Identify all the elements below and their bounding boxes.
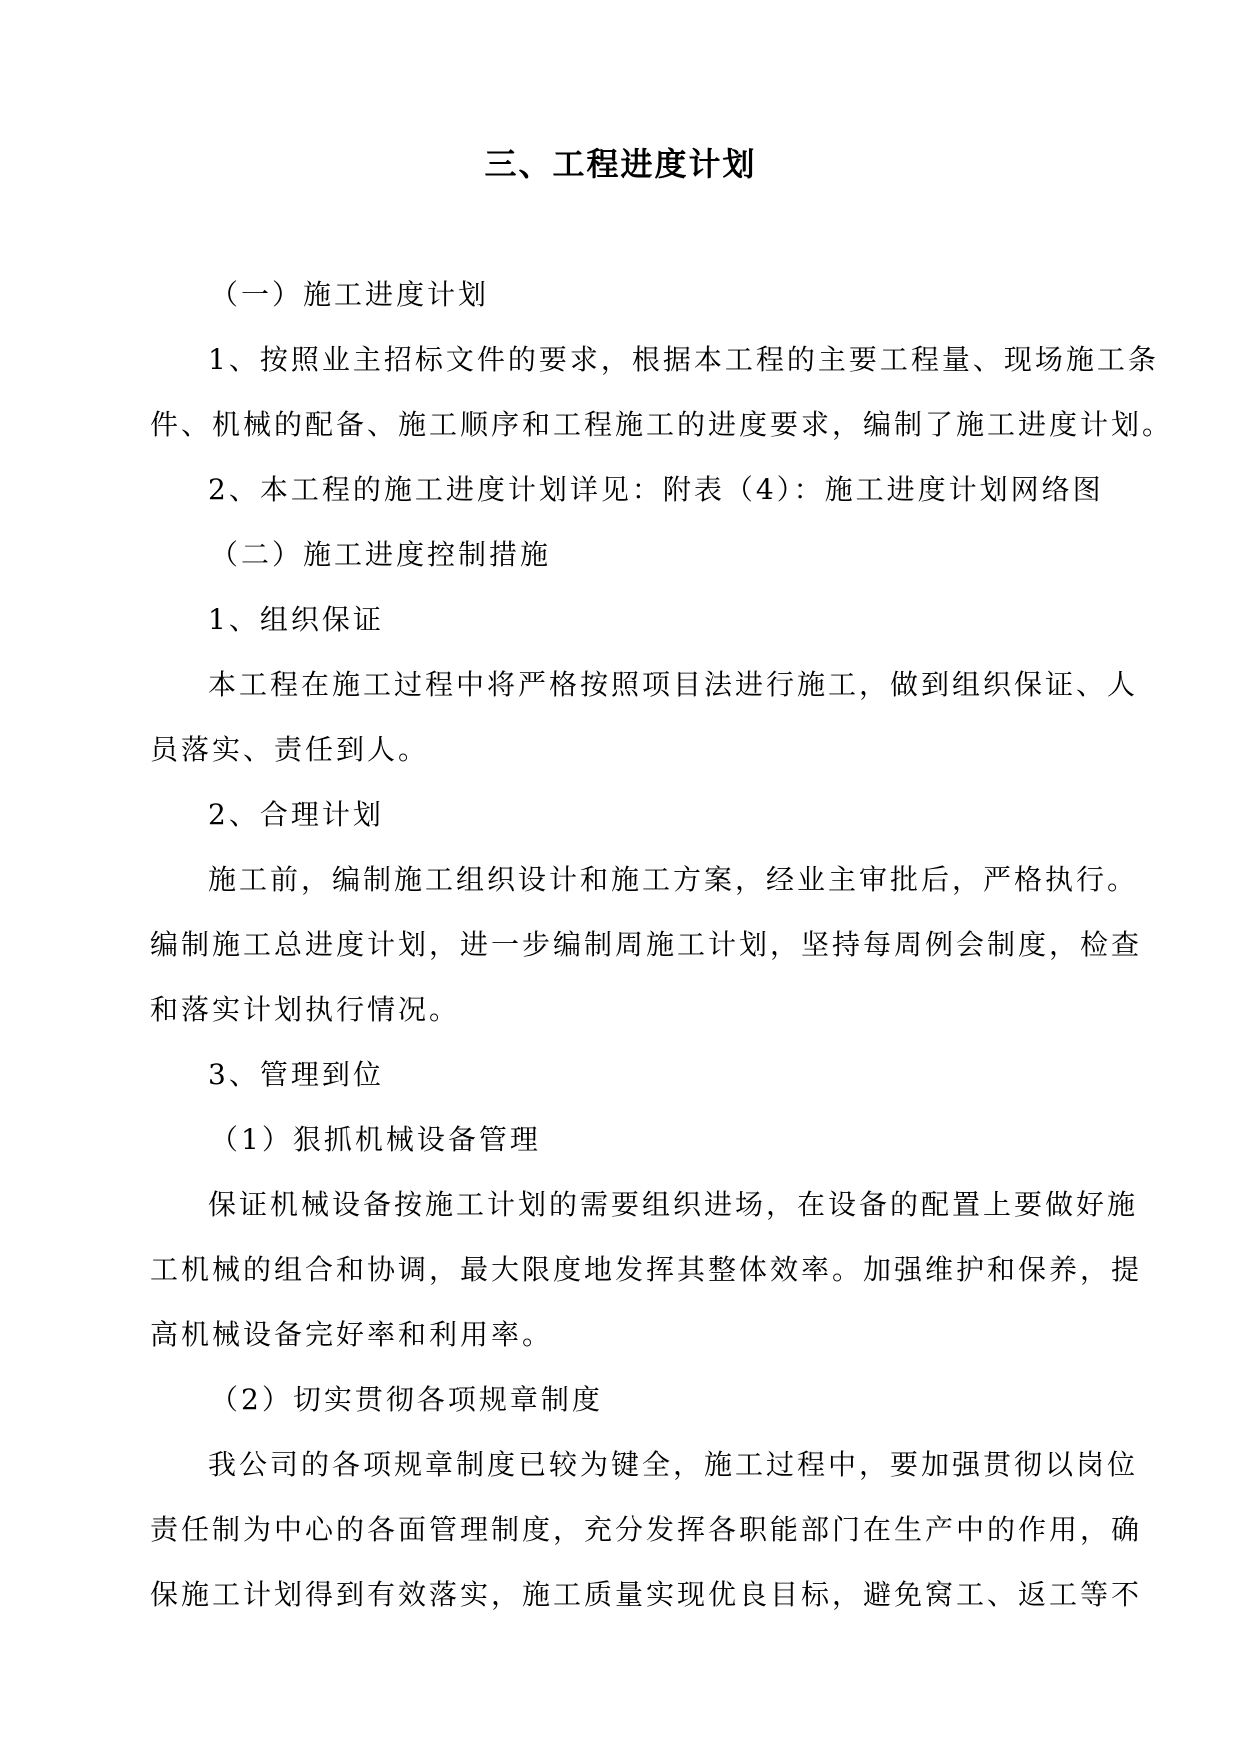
section-heading-1: （一）施工进度计划 [210,278,490,311]
subheading: 2、合理计划 [208,798,384,831]
paragraph-line: 1、按照业主招标文件的要求，根据本工程的主要工程量、现场施工条 [208,343,1159,376]
subheading: 3、管理到位 [208,1058,384,1091]
paragraph-line: 施工前，编制施工组织设计和施工方案，经业主审批后，严格执行。 [208,863,1139,896]
subheading: 1、组织保证 [208,603,384,636]
paragraph-line: 和落实计划执行情况。 [150,993,461,1026]
paragraph-line: 保施工计划得到有效落实，施工质量实现优良目标，避免窝工、返工等不 [150,1578,1143,1611]
paragraph-line: 保证机械设备按施工计划的需要组织进场，在设备的配置上要做好施 [208,1188,1139,1221]
paragraph-line: 编制施工总进度计划，进一步编制周施工计划，坚持每周例会制度，检查 [150,928,1143,961]
paragraph-line: 2、本工程的施工进度计划详见：附表（4）：施工进度计划网络图 [208,473,1104,506]
document-title: 三、工程进度计划 [484,145,757,183]
subsection-heading: （2）切实贯彻各项规章制度 [210,1383,603,1416]
paragraph-line: 高机械设备完好率和利用率。 [150,1318,554,1351]
paragraph-line: 我公司的各项规章制度已较为键全，施工过程中，要加强贯彻以岗位 [208,1448,1139,1481]
section-heading-2: （二）施工进度控制措施 [210,538,552,571]
paragraph-line: 本工程在施工过程中将严格按照项目法进行施工，做到组织保证、人 [208,668,1139,701]
paragraph-line: 责任制为中心的各面管理制度，充分发挥各职能部门在生产中的作用，确 [150,1513,1143,1546]
paragraph-line: 工机械的组合和协调，最大限度地发挥其整体效率。加强维护和保养，提 [150,1253,1143,1286]
paragraph-line: 件、机械的配备、施工顺序和工程施工的进度要求，编制了施工进度计划。 [150,408,1174,441]
subsection-heading: （1）狠抓机械设备管理 [210,1123,541,1156]
paragraph-line: 员落实、责任到人。 [150,733,430,766]
